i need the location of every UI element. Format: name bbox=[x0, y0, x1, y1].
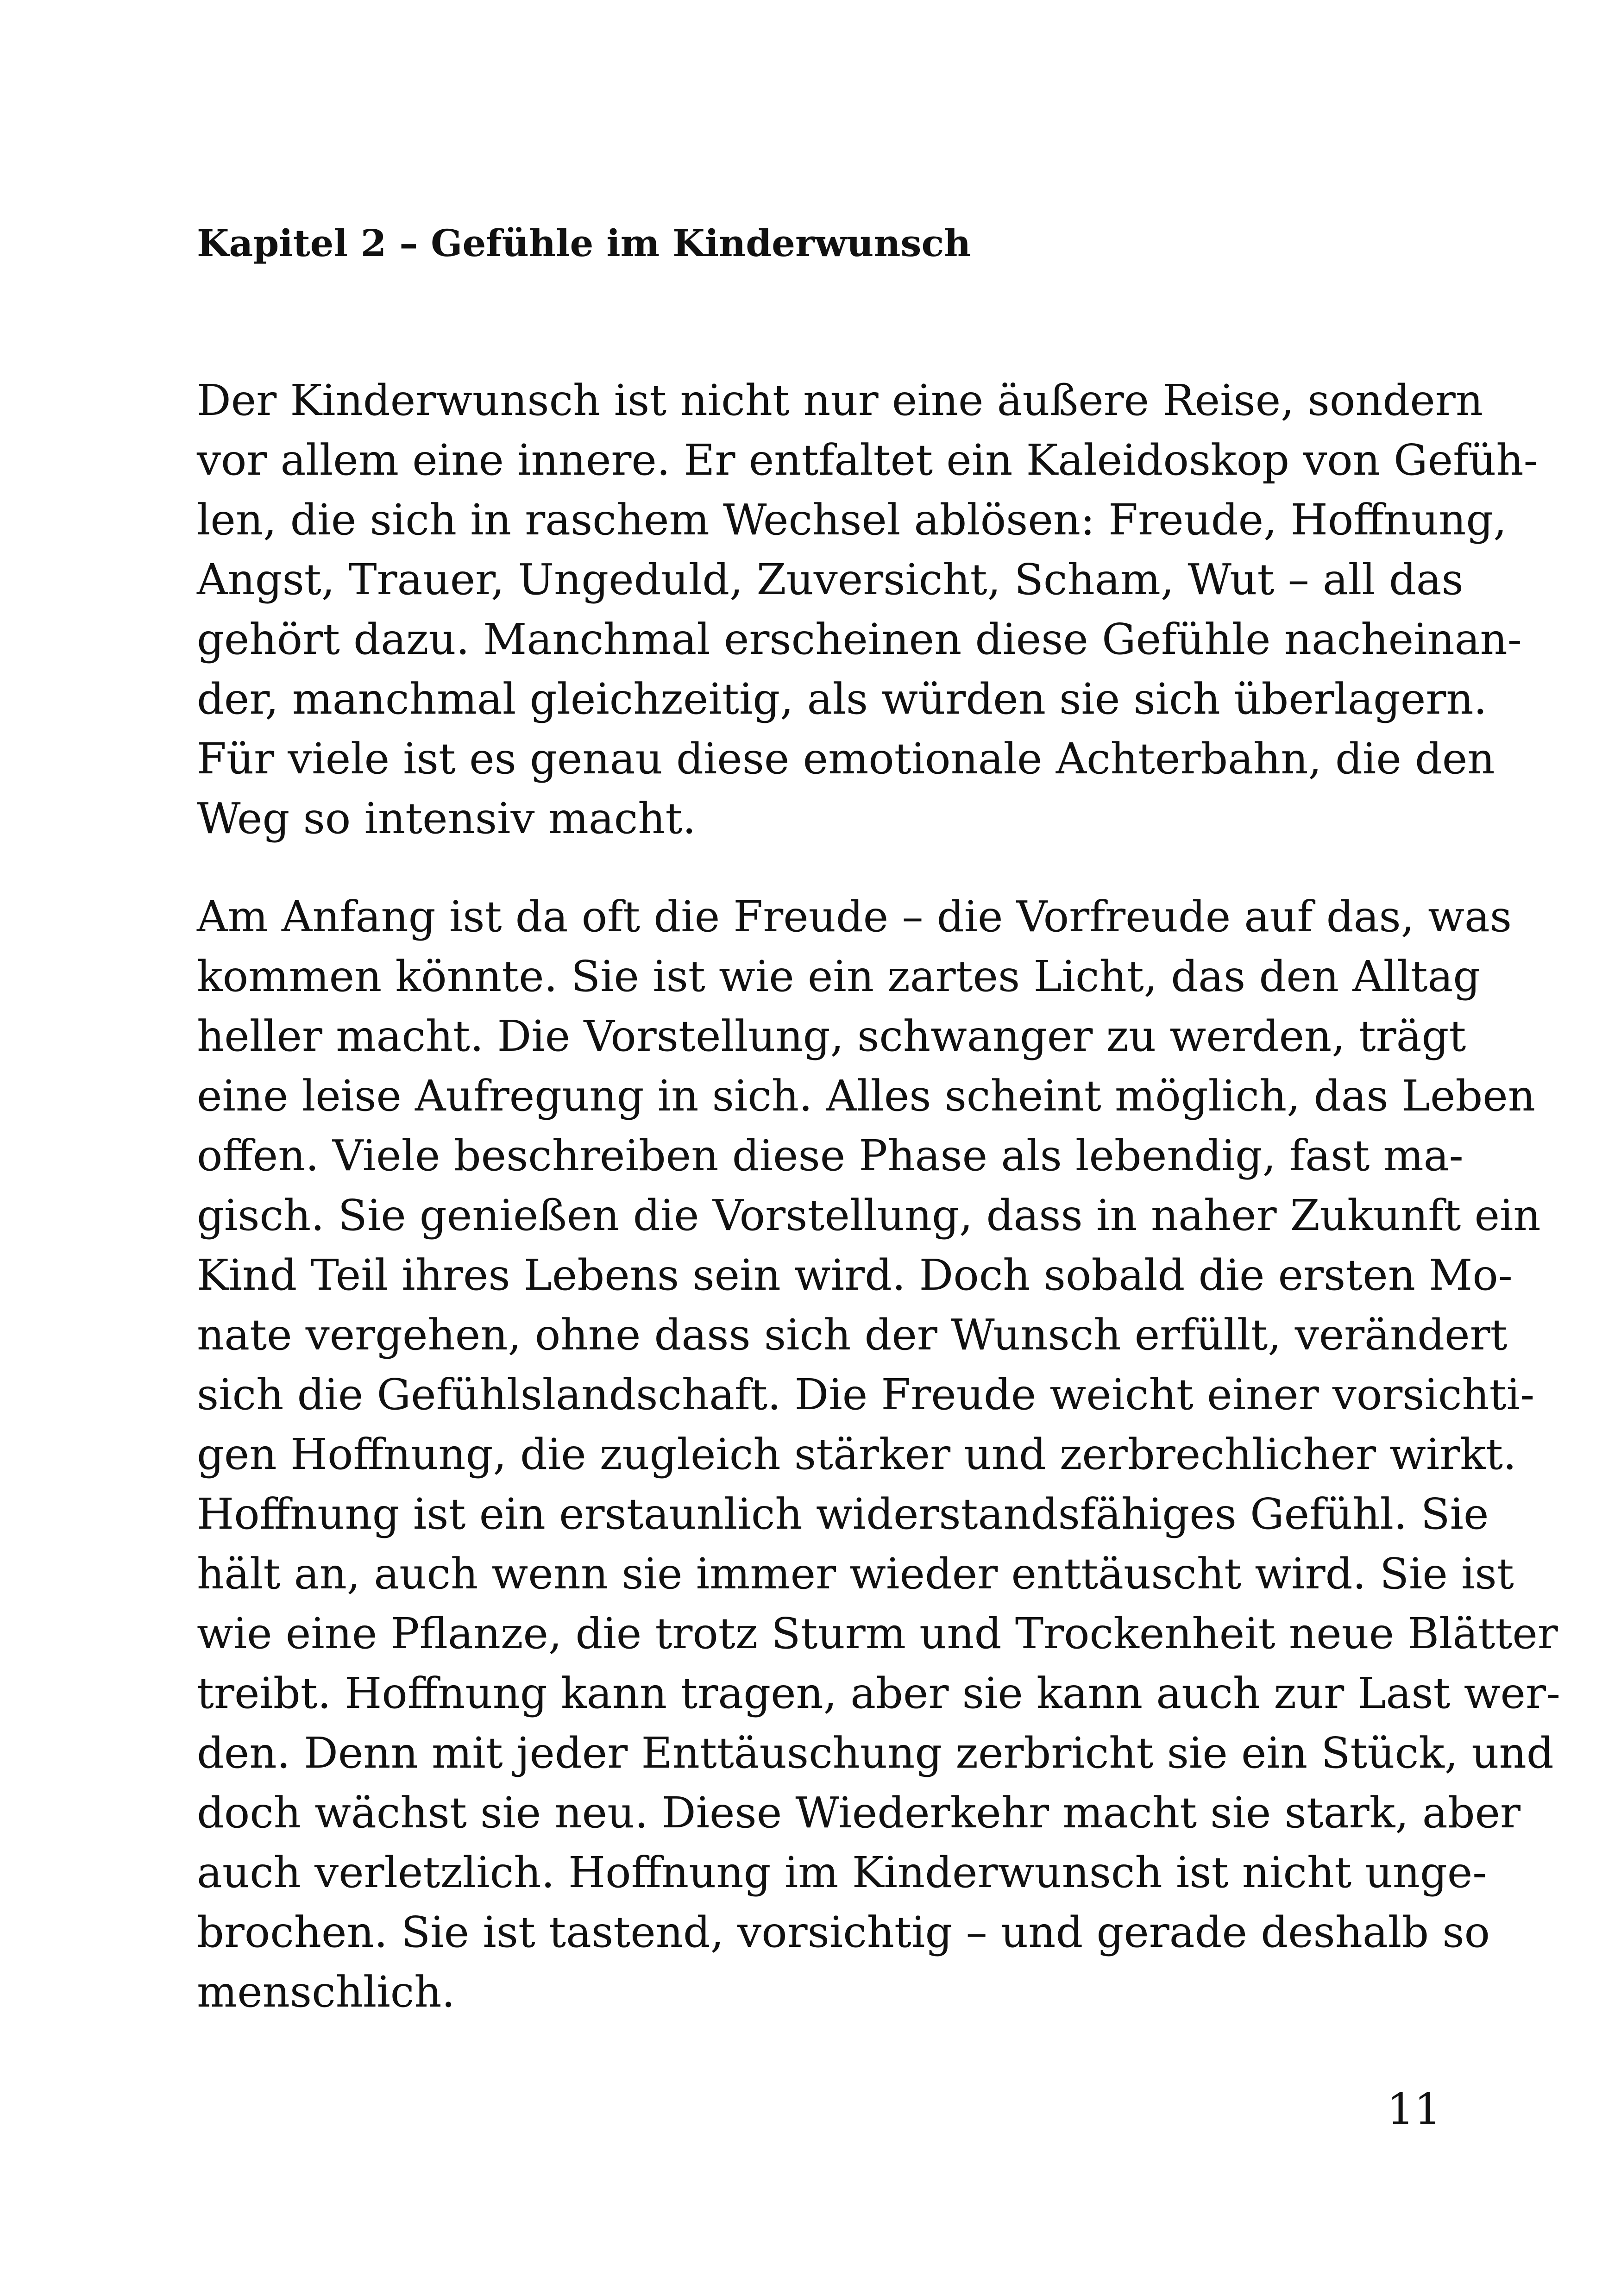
text-line: gen Hoffnung, die zugleich stärker und zerbrechlicher wirkt. bbox=[197, 1430, 1517, 1479]
text-line: menschlich. bbox=[197, 1967, 455, 2017]
text-line: gehört dazu. Manchmal erscheinen diese Gefühle nacheinan- bbox=[197, 615, 1522, 664]
text-line: treibt. Hoffnung kann tragen, aber sie kann auch zur Last wer- bbox=[197, 1669, 1561, 1718]
chapter-title: Kapitel 2 – Gefühle im Kinderwunsch bbox=[197, 221, 971, 265]
text-line: offen. Viele beschreiben diese Phase als lebendig, fast ma- bbox=[197, 1131, 1464, 1180]
text-line: Kind Teil ihres Lebens sein wird. Doch sobald die ersten Mo- bbox=[197, 1250, 1513, 1300]
text-line: kommen könnte. Sie ist wie ein zartes Licht, das den Alltag bbox=[197, 952, 1481, 1001]
text-line: auch verletzlich. Hoffnung im Kinderwunsch ist nicht unge- bbox=[197, 1848, 1487, 1897]
text-line: vor allem eine innere. Er entfaltet ein Kaleidoskop von Gefüh- bbox=[197, 435, 1538, 485]
text-line: den. Denn mit jeder Enttäuschung zerbricht sie ein Stück, und bbox=[197, 1728, 1554, 1778]
text-line: doch wächst sie neu. Diese Wiederkehr macht sie stark, aber bbox=[197, 1788, 1521, 1838]
text-line: eine leise Aufregung in sich. Alles scheint möglich, das Leben bbox=[197, 1071, 1536, 1121]
paragraph-intro bbox=[197, 370, 1538, 848]
text-line: gisch. Sie genießen die Vorstellung, dass in naher Zukunft ein bbox=[197, 1191, 1541, 1240]
text-line: wie eine Pflanze, die trotz Sturm und Trockenheit neue Blätter bbox=[197, 1609, 1558, 1658]
text-line: hält an, auch wenn sie immer wieder enttäuscht wird. Sie ist bbox=[197, 1549, 1514, 1599]
page-number: 11 bbox=[1387, 2084, 1441, 2134]
paragraph-joy-and-hope bbox=[197, 887, 1561, 2022]
text-line: Der Kinderwunsch ist nicht nur eine äußere Reise, sondern bbox=[197, 376, 1483, 425]
text-line: heller macht. Die Vorstellung, schwanger zu werden, trägt bbox=[197, 1011, 1466, 1061]
text-line: Weg so intensiv macht. bbox=[197, 794, 696, 843]
text-line: der, manchmal gleichzeitig, als würden sie sich überlagern. bbox=[197, 674, 1487, 724]
text-line: brochen. Sie ist tastend, vorsichtig – und gerade deshalb so bbox=[197, 1907, 1490, 1957]
text-line: sich die Gefühlslandschaft. Die Freude weicht einer vorsichti- bbox=[197, 1370, 1535, 1419]
text-line: nate vergehen, ohne dass sich der Wunsch erfüllt, verändert bbox=[197, 1310, 1508, 1360]
text-line: Für viele ist es genau diese emotionale Achterbahn, die den bbox=[197, 734, 1495, 784]
text-line: len, die sich in raschem Wechsel ablösen: Freude, Hoffnung, bbox=[197, 495, 1507, 545]
text-line: Hoffnung ist ein erstaunlich widerstandsfähiges Gefühl. Sie bbox=[197, 1489, 1489, 1539]
text-line: Angst, Trauer, Ungeduld, Zuversicht, Scham, Wut – all das bbox=[197, 555, 1464, 604]
text-line: Am Anfang ist da oft die Freude – die Vorfreude auf das, was bbox=[197, 892, 1512, 941]
